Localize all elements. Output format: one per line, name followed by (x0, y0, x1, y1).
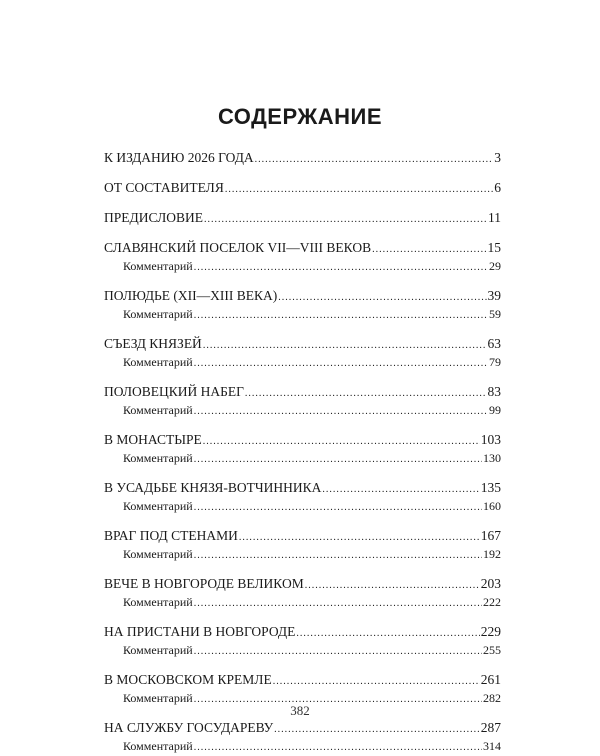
toc-subentry-page: 282 (483, 691, 501, 705)
dot-leader (203, 433, 480, 450)
dot-leader (225, 181, 493, 198)
toc-entry[interactable] (104, 287, 501, 306)
toc-entry-title: ВРАГ ПОД СТЕНАМИ (104, 528, 238, 543)
dot-leader (194, 404, 488, 420)
toc-subentry-title: Комментарий (123, 355, 193, 369)
toc-subentry[interactable] (104, 450, 501, 468)
toc-subentry[interactable] (104, 594, 501, 612)
dot-leader (322, 481, 479, 498)
toc-entry-title: НА СЛУЖБУ ГОСУДАРЕВУ (104, 720, 274, 735)
toc-subentry-title: Комментарий (123, 739, 193, 753)
toc-entry-title: ПРЕДИСЛОВИЕ (104, 210, 204, 225)
dot-leader (274, 721, 480, 738)
toc-subentry-title: Комментарий (123, 451, 193, 465)
page-number: 382 (290, 703, 310, 718)
toc-entry-page: 203 (480, 576, 501, 591)
table-of-contents (104, 149, 501, 756)
toc-entry[interactable] (104, 527, 501, 546)
toc-entry-page: 135 (480, 480, 501, 495)
toc-entry-page: 229 (480, 624, 501, 639)
dot-leader (194, 740, 482, 756)
toc-subentry[interactable] (104, 402, 501, 420)
toc-subentry-page: 99 (489, 403, 501, 417)
toc-entry-title: СЪЕЗД КНЯЗЕЙ (104, 336, 202, 351)
toc-entry-page: 3 (494, 150, 501, 165)
toc-subentry-page: 160 (483, 499, 501, 513)
toc-subentry-page: 59 (489, 307, 501, 321)
toc-subentry-title: Комментарий (123, 547, 193, 561)
toc-entry-page: 11 (488, 210, 501, 225)
toc-subentry-page: 130 (483, 451, 501, 465)
toc-subentry[interactable] (104, 738, 501, 756)
dot-leader (194, 596, 482, 612)
dot-leader (273, 673, 480, 690)
toc-subentry[interactable] (104, 354, 501, 372)
toc-entry-title: В МОСКОВСКОМ КРЕМЛЕ (104, 672, 272, 687)
toc-subentry-page: 222 (483, 595, 501, 609)
toc-entry-page: 63 (487, 336, 501, 351)
dot-leader (372, 241, 486, 258)
toc-entry[interactable] (104, 149, 501, 168)
toc-subentry-title: Комментарий (123, 595, 193, 609)
dot-leader (194, 308, 488, 324)
toc-entry-page: 15 (487, 240, 501, 255)
toc-entry-title: СЛАВЯНСКИЙ ПОСЕЛОК VII—VIII ВЕКОВ (104, 240, 372, 255)
dot-leader (194, 260, 488, 276)
toc-subentry-page: 255 (483, 643, 501, 657)
toc-entry[interactable] (104, 431, 501, 450)
toc-subentry[interactable] (104, 642, 501, 660)
toc-entry[interactable] (104, 623, 501, 642)
toc-entry[interactable] (104, 719, 501, 738)
toc-entry-title: ПОЛОВЕЦКИЙ НАБЕГ (104, 384, 244, 399)
toc-entry-title: ОТ СОСТАВИТЕЛЯ (104, 180, 224, 195)
toc-subentry-title: Комментарий (123, 499, 193, 513)
toc-entry-page: 167 (480, 528, 501, 543)
dot-leader (305, 577, 480, 594)
toc-entry-title: К ИЗДАНИЮ 2026 ГОДА (104, 150, 254, 165)
dot-leader (203, 337, 487, 354)
toc-entry-page: 83 (487, 384, 501, 399)
toc-subentry-title: Комментарий (123, 643, 193, 657)
toc-entry-page: 39 (487, 288, 501, 303)
toc-entry-page: 261 (480, 672, 501, 687)
toc-entry[interactable] (104, 239, 501, 258)
toc-subentry[interactable] (104, 546, 501, 564)
dot-leader (194, 356, 488, 372)
toc-entry[interactable] (104, 383, 501, 402)
toc-entry-page: 103 (480, 432, 501, 447)
toc-entry-title: ВЕЧЕ В НОВГОРОДЕ ВЕЛИКОМ (104, 576, 304, 591)
toc-subentry[interactable] (104, 306, 501, 324)
toc-entry-page: 6 (494, 180, 501, 195)
toc-subentry[interactable] (104, 498, 501, 516)
toc-entry-page: 287 (480, 720, 501, 735)
dot-leader (296, 625, 479, 642)
toc-entry-title: ПОЛЮДЬЕ (XII—XIII ВЕКА) (104, 288, 278, 303)
dot-leader (194, 500, 482, 516)
toc-subentry-page: 192 (483, 547, 501, 561)
dot-leader (204, 211, 487, 228)
dot-leader (194, 644, 482, 660)
toc-subentry-title: Комментарий (123, 259, 193, 273)
toc-subentry-page: 79 (489, 355, 501, 369)
dot-leader (194, 452, 482, 468)
toc-entry[interactable] (104, 479, 501, 498)
toc-entry[interactable] (104, 179, 501, 198)
dot-leader (194, 548, 482, 564)
dot-leader (239, 529, 480, 546)
toc-entry-title: В МОНАСТЫРЕ (104, 432, 202, 447)
toc-subentry-title: Комментарий (123, 691, 193, 705)
toc-subentry-page: 314 (483, 739, 501, 753)
toc-entry-title: НА ПРИСТАНИ В НОВГОРОДЕ (104, 624, 296, 639)
toc-subentry-page: 29 (489, 259, 501, 273)
toc-subentry-title: Комментарий (123, 307, 193, 321)
dot-leader (255, 151, 494, 168)
dot-leader (245, 385, 487, 402)
toc-subentry[interactable] (104, 258, 501, 276)
toc-entry[interactable] (104, 335, 501, 354)
toc-entry[interactable] (104, 671, 501, 690)
dot-leader (278, 289, 486, 306)
toc-entry-title: В УСАДЬБЕ КНЯЗЯ-ВОТЧИННИКА (104, 480, 322, 495)
toc-subentry-title: Комментарий (123, 403, 193, 417)
page-title: СОДЕРЖАНИЕ (217, 104, 383, 129)
toc-entry[interactable] (104, 575, 501, 594)
toc-entry[interactable] (104, 209, 501, 228)
